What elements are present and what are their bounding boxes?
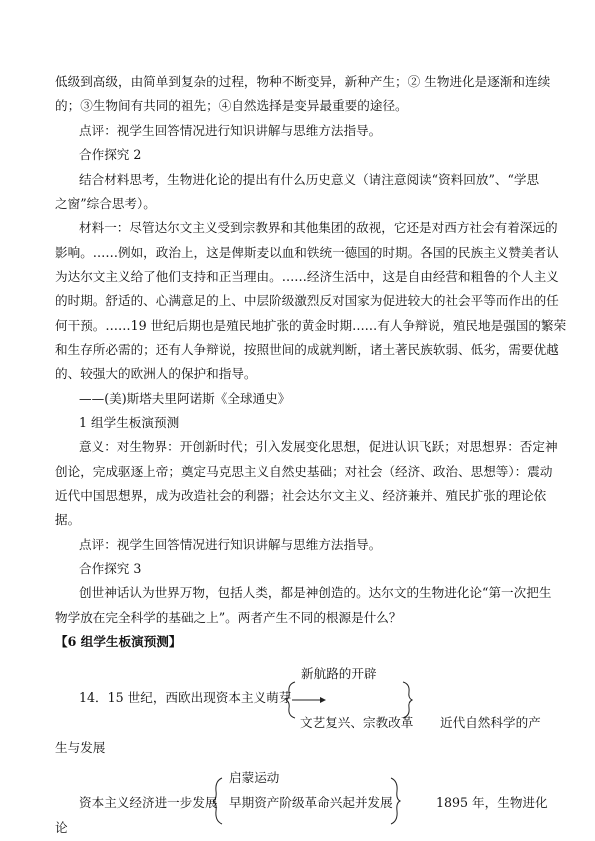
text-line: 论 [55,820,68,835]
text-line: 材料一：尽管达尔文主义受到宗教界和其他集团的敌视，它还是对西方社会有着深远的 [79,220,558,235]
text-line: 影响。……例如，政治上，这是俾斯麦以血和铁统一德国的时期。各国的民族主义赞美者认 [55,245,559,260]
citation: ——(美)斯塔夫里阿诺斯《全球通史》 [79,391,291,406]
text-line: 点评：视学生回答情况进行知识讲解与思维方法指导。 [79,123,382,138]
section-heading: 合作探究 2 [79,147,142,162]
text-line: 生与发展 [55,740,106,755]
text-line: 为达尔文主义给了他们支持和正当理由。……经济生活中，这是自由经营和粗鲁的个人主义 [55,269,559,284]
text-line: 之窗”综合思考）。 [55,196,156,211]
text-line: 何干预。……19 世纪后期也是殖民地扩张的黄金时期……有人争辩说，殖民地是强国的繁荣 [55,318,567,333]
q14-bottom-item: 文艺复兴、宗教改革 [300,715,414,730]
text-line: 的、较强大的欧洲人的保护和指导。 [55,366,257,381]
section-heading: 【6 组学生板演预测】 [55,634,182,649]
q14-top-item: 启蒙运动 [229,770,280,785]
q14-prefix: 14．15 世纪，西欧出现资本主义萌芽 [79,690,292,705]
text-line: 1895 年，生物进化 [436,795,548,810]
section-heading: 合作探究 3 [79,561,142,576]
text-line: 低级到高级，由简单到复杂的过程，物种不断变异，新种产生；② 生物进化是逐渐和连续 [55,74,551,89]
q14-brace-arrow [286,680,416,720]
text-line: 近代中国思想界，成为改造社会的利器；社会达尔文主义、经济兼并、殖民扩张的理论依 [55,488,547,503]
section-heading: 1 组学生板演预测 [79,415,180,430]
q14-bottom-item: 早期资产阶级革命兴起并发展 [229,795,393,810]
text-line: 据。 [55,512,81,527]
text-line: 的时期。舒适的、心满意足的上、中层阶级激烈反对国家为促进较大的社会平等而作出的任 [55,293,559,308]
text-line: 结合材料思考，生物进化论的提出有什么历史意义（请注意阅读“资料回放”、“学思 [79,172,540,187]
text-line: 创论，完成驱逐上帝；奠定马克思主义自然史基础；对社会（经济、政治、思想等）：震动 [55,464,553,479]
text-line: 意义：对生物界：开创新时代；引入发展变化思想，促进认识飞跃；对思想界：否定神 [79,439,558,454]
text-line: 近代自然科学的产 [440,715,541,730]
text-line: 创世神话认为世界万物，包括人类，都是神创造的。达尔文的生物进化论“第一次把生 [79,585,552,600]
text-line: 的；③生物间有共同的祖先；④自然选择是变异最重要的途径。 [55,98,408,113]
text-line: 物学放在完全科学的基础之上”。两者产生不同的根源是什么？ [55,610,402,625]
q14-top-item: 新航路的开辟 [301,666,377,681]
q14-prefix: 资本主义经济进一步发展 [79,795,218,810]
text-line: 和生存所必需的；还有人争辩说，按照世间的成就判断，诸土著民族软弱、低劣，需要优越 [55,342,559,357]
text-line: 点评：视学生回答情况进行知识讲解与思维方法指导。 [79,537,382,552]
